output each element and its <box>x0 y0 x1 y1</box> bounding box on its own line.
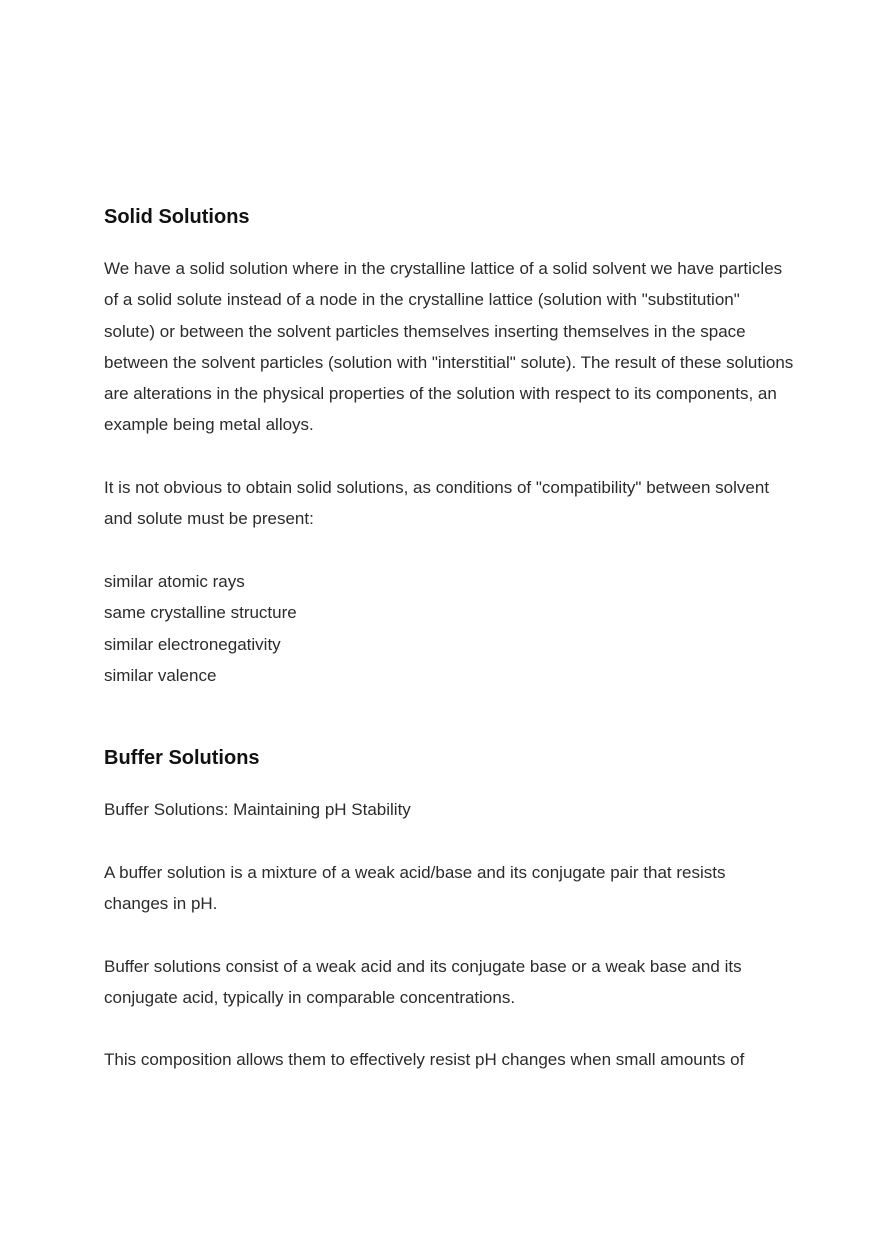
buffer-solutions-paragraph-2: Buffer solutions consist of a weak acid and its conjugate base or a weak base and its conjugate acid, typically in comparable concentrations. <box>104 957 742 1008</box>
list-item: similar valence <box>104 665 217 685</box>
list-item: similar atomic rays <box>104 572 245 591</box>
buffer-solutions-subtitle: Buffer Solutions: Maintaining pH Stability <box>104 800 411 819</box>
solid-solutions-paragraph-2: It is not obvious to obtain solid solutions, as conditions of "compatibility" between solvent and solute must be present: <box>104 478 770 529</box>
list-item: similar electronegativity <box>104 634 281 654</box>
solid-solutions-paragraph-1: We have a solid solution where in the crystalline lattice of a solid solvent we have particles of a solid solute instead of a node in the crystalline lattice (solution with "substitution" solute) or between the solvent particles themselves inserting themselves in the space between the solvent particles (solution with "interstitial" solute). The result of these solutions are alterations in the physical properties of the solution with respect to its components, an example being metal alloys. <box>104 259 794 435</box>
buffer-solutions-paragraph-3: This composition allows them to effectively resist pH changes when small amounts of <box>104 1050 745 1069</box>
section-heading-solid-solutions: Solid Solutions <box>104 206 250 228</box>
buffer-solutions-paragraph-1: A buffer solution is a mixture of a weak acid/base and its conjugate pair that resists changes in pH. <box>104 863 726 914</box>
list-item: same crystalline structure <box>104 603 297 623</box>
section-heading-buffer-solutions: Buffer Solutions <box>104 747 260 769</box>
compatibility-conditions-list <box>104 566 297 691</box>
